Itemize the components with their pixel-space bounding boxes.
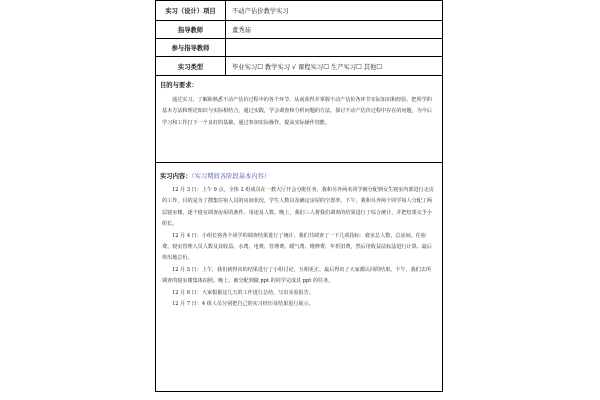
content-heading-hint: （实习期间各阶段基本内容）	[191, 173, 271, 180]
teacher-value: 董秀茹	[232, 27, 251, 34]
content-entries	[162, 185, 436, 310]
row-project	[156, 1, 442, 21]
goals-paragraph: 通过实习，了解和熟悉不动产估价过程中的各个环节，从而获得并掌握不动产估价各环节实际知识和经验。把所学的基本方法和理论知识与实际相结合，通过实践，学会调查和分析问题的方法，探讨不动产估价过程中存在的问题，为今后学习和工作打下一个良好的基础。通过参加实际操作，提高实际操作技能。	[162, 97, 432, 126]
row-practice-type	[156, 57, 442, 76]
content-entry-dec7: 12 月 7 日：4 组人员分别把自己的实习经历及结果进行展示。	[172, 301, 314, 308]
section-goals	[156, 76, 442, 163]
row-teacher	[156, 21, 442, 39]
content-entry-dec5: 12 月 5 日：上午，我们就得出的结果进行了小组讨论，互相更正。最后得出了大家都认同的结果。下午，我们去所调查的寝室楼集体拍照。晚上，被分配到做 ppt 的同学完成其 ppt 的任务。	[162, 266, 432, 285]
goals-heading: 目的与要求：	[160, 82, 198, 89]
content-entry-dec3: 12 月 3 日：上午 9 点，全体 2 组成员在一教大厅开会分配任务，我和另外两名同学被分配到女生寝室内部进行走访的工作，目的是为了搜集住宿人员的房间状况，学生人数以及确定房屋的空置率。下午，我和另外两个同学每人分配了两层寝室楼，逐个寝室调查房屋的条件、用途及人数。晚上，我们三人将我们调查的结果进行了综合统计，并把结果交予小组长。	[162, 187, 434, 228]
practice-report-form	[155, 0, 443, 392]
practice-type-options: 毕业实习☐ 教学实习 √ 课程实习☐ 生产实习☐ 其他☐	[232, 63, 382, 71]
teacher-label: 指导教师	[156, 21, 226, 38]
co-teacher-label: 参与指导教师	[156, 39, 226, 56]
project-value: 不动产估价教学实习	[232, 8, 289, 15]
section-content	[156, 163, 442, 391]
content-heading	[160, 171, 270, 180]
content-entry-dec4: 12 月 4 日：小组长将各个同学的调查结果进行了统计，我们共调查了一下几项指标：寝室总人数、总房间、住宿费、寝室管理人员人数及其收益、水费、电费、管理费、暖气费、维修费、年折旧费，然后用收益法标法进行计算。最后得出地总价。	[162, 232, 432, 262]
content-heading-bold: 实习内容：	[160, 173, 192, 180]
row-co-teacher	[156, 39, 442, 57]
content-entry-dec6: 12 月 6 日：大家根据这几天的工作进行总结，写出实验报告。	[172, 289, 314, 296]
practice-type-label: 实习类型	[156, 57, 226, 75]
co-teacher-value	[232, 39, 440, 56]
project-label: 实习（设计）项目	[156, 1, 226, 20]
